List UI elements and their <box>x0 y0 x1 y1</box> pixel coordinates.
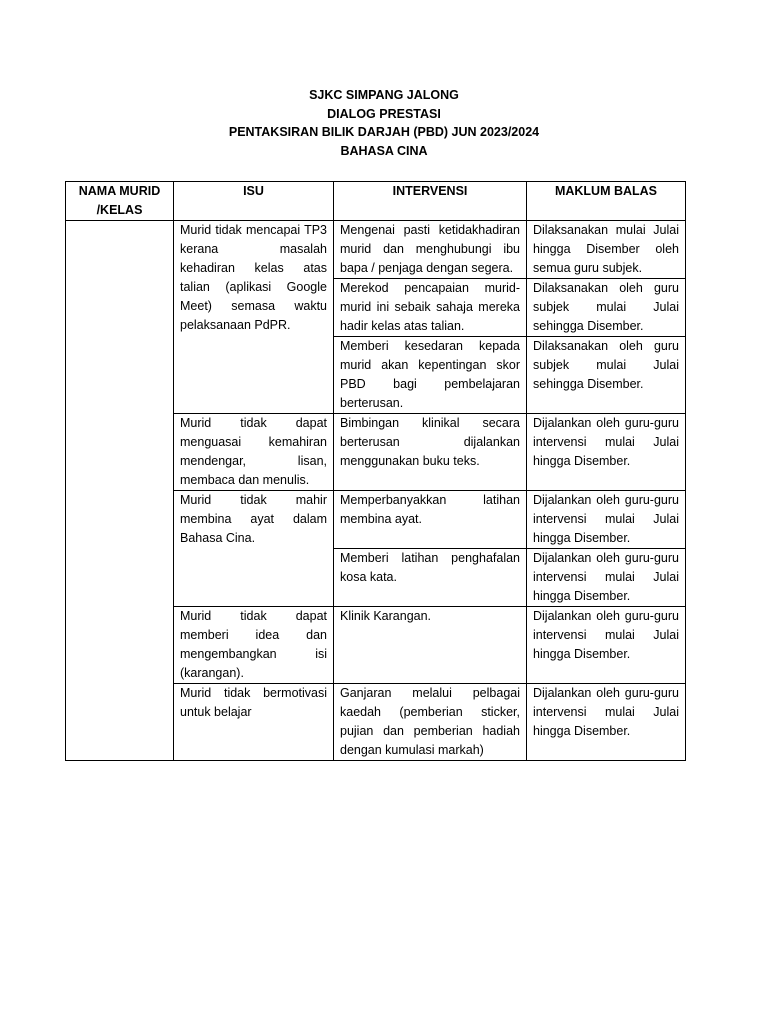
intervensi-cell: Bimbingan klinikal secara berterusan dijalankan menggunakan buku teks. <box>334 414 527 491</box>
maklum-balas-cell: Dijalankan oleh guru-guru intervensi mulai Julai hingga Disember. <box>527 549 686 607</box>
school-name: SJKC SIMPANG JALONG <box>309 88 459 102</box>
intervensi-cell: Memperbanyakkan latihan membina ayat. <box>334 491 527 549</box>
intervensi-cell: Ganjaran melalui pelbagai kaedah (pemberian sticker, pujian dan pemberian hadiah dengan kumulasi markah) <box>334 684 527 761</box>
isu-cell: Murid tidak bermotivasi untuk belajar <box>174 684 334 761</box>
table-row <box>66 221 686 279</box>
intervention-table <box>65 181 686 761</box>
maklum-balas-cell: Dijalankan oleh guru-guru intervensi mulai Julai hingga Disember. <box>527 684 686 761</box>
column-header-nama: NAMA MURID /KELAS <box>66 182 174 221</box>
maklum-balas-cell: Dilaksanakan mulai Julai hingga Disember oleh semua guru subjek. <box>527 221 686 279</box>
column-header-isu: ISU <box>174 182 334 221</box>
maklum-balas-cell: Dijalankan oleh guru-guru intervensi mulai Julai hingga Disember. <box>527 414 686 491</box>
maklum-balas-cell: Dijalankan oleh guru-guru intervensi mulai Julai hingga Disember. <box>527 491 686 549</box>
intervensi-cell: Mengenai pasti ketidakhadiran murid dan menghubungi ibu bapa / penjaga dengan segera. <box>334 221 527 279</box>
isu-cell: Murid tidak dapat menguasai kemahiran mendengar, lisan, membaca dan menulis. <box>174 414 334 491</box>
column-header-maklum-balas: MAKLUM BALAS <box>527 182 686 221</box>
subject-title: BAHASA CINA <box>340 143 428 158</box>
table-header-row <box>66 182 686 221</box>
maklum-balas-cell: Dilaksanakan oleh guru subjek mulai Julai sehingga Disember. <box>527 337 686 414</box>
isu-cell: Murid tidak mahir membina ayat dalam Bahasa Cina. <box>174 491 334 607</box>
maklum-balas-cell: Dijalankan oleh guru-guru intervensi mulai Julai hingga Disember. <box>527 607 686 684</box>
intervensi-cell: Memberi latihan penghafalan kosa kata. <box>334 549 527 607</box>
assessment-title: PENTAKSIRAN BILIK DARJAH (PBD) JUN 2023/2024 <box>228 125 540 139</box>
maklum-balas-cell: Dilaksanakan oleh guru subjek mulai Julai sehingga Disember. <box>527 279 686 337</box>
intervensi-cell: Merekod pencapaian murid-murid ini sebaik sahaja mereka hadir kelas atas talian. <box>334 279 527 337</box>
isu-cell: Murid tidak dapat memberi idea dan mengembangkan isi (karangan). <box>174 607 334 684</box>
column-header-intervensi: INTERVENSI <box>334 182 527 221</box>
intervensi-cell: Klinik Karangan. <box>334 607 527 684</box>
intervensi-cell: Memberi kesedaran kepada murid akan kepentingan skor PBD bagi pembelajaran berterusan. <box>334 337 527 414</box>
nama-murid-cell <box>66 221 174 761</box>
document-header <box>0 86 768 160</box>
document-title: DIALOG PRESTASI <box>327 106 441 121</box>
isu-cell: Murid tidak mencapai TP3 kerana masalah kehadiran kelas atas talian (aplikasi Google Meet) semasa waktu pelaksanaan PdPR. <box>174 221 334 414</box>
